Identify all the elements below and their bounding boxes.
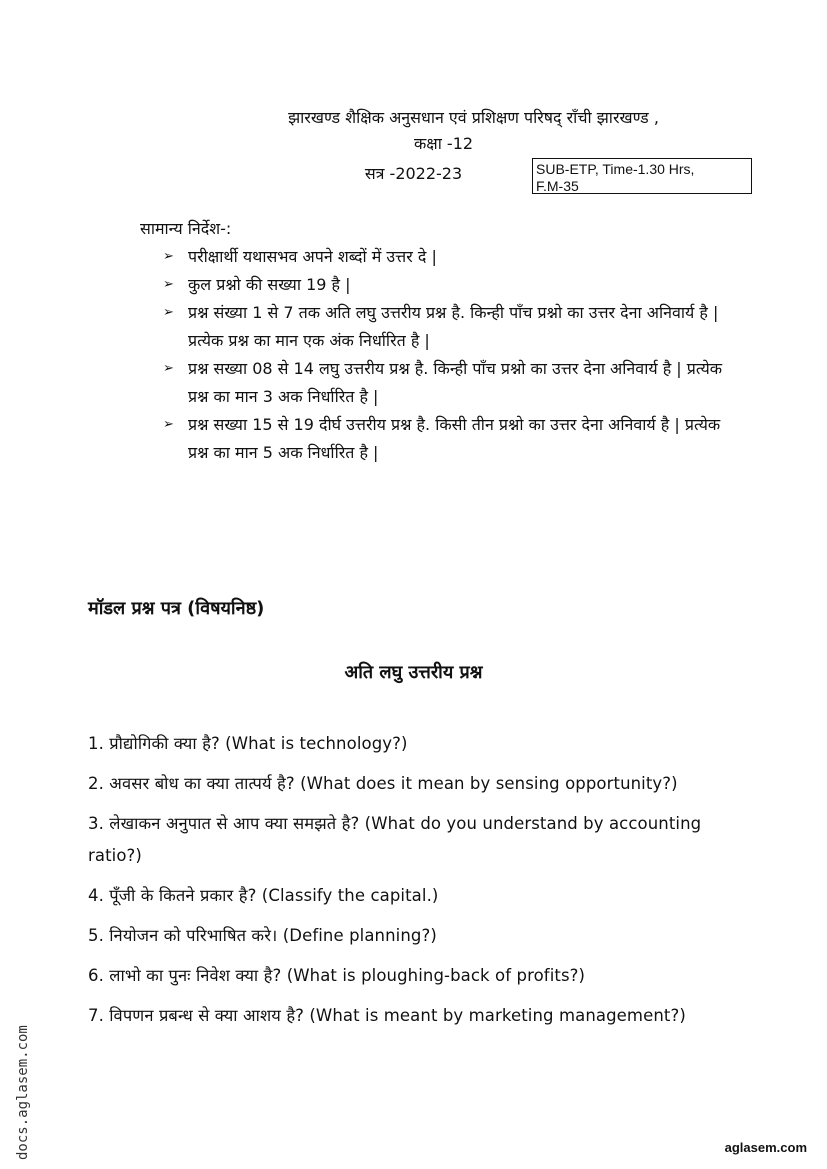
instructions-title: सामान्य निर्देश-: — [140, 219, 232, 238]
organization-title: झारखण्ड शैक्षिक अनुसधान एवं प्रशिक्षण परिषद् राँची झारखण्ड , — [288, 108, 659, 127]
question-item: 3. लेखाकन अनुपात से आप क्या समझते है? (What do you understand by accounting ratio?) — [88, 814, 702, 865]
question-item: 7. विपणन प्रबन्ध से क्या आशय है? (What is meant by marketing management?) — [88, 1006, 686, 1025]
instruction-item — [163, 411, 733, 467]
brand-footer: aglasem.com — [724, 1140, 807, 1155]
question-item: 1. प्रौद्योगिकी क्या है? (What is technology?) — [88, 734, 408, 753]
question-item: 4. पूँजी के कितने प्रकार है? (Classify the capital.) — [88, 886, 439, 905]
instruction-item — [163, 299, 733, 355]
instruction-item — [163, 243, 733, 271]
instructions-list — [163, 243, 733, 467]
subject-info-box — [532, 158, 752, 194]
subject-time-line: SUB-ETP, Time-1.30 Hrs, — [536, 161, 695, 177]
arrow-bullet-icon: ➢ — [163, 305, 174, 320]
full-marks-line: F.M-35 — [536, 178, 579, 194]
arrow-bullet-icon: ➢ — [163, 277, 174, 292]
arrow-bullet-icon: ➢ — [163, 361, 174, 376]
instruction-text: कुल प्रश्नो की सख्या 19 है | — [188, 275, 351, 294]
instruction-item — [163, 355, 733, 411]
instruction-text: प्रश्न संख्या 1 से 7 तक अति लघु उत्तरीय प्रश्न है. किन्ही पाँच प्रश्नो का उत्तर देना अनिवार्य है | प्रत्येक प्रश्न का मान एक अंक निर्धारित है | — [188, 303, 719, 350]
instruction-text: प्रश्न सख्या 08 से 14 लघु उत्तरीय प्रश्न है. किन्ही पाँच प्रश्नो का उत्तर देना अनिवार्य है | प्रत्येक प्रश्न का मान 3 अक निर्धारित है | — [188, 359, 723, 406]
arrow-bullet-icon: ➢ — [163, 417, 174, 432]
session-label: सत्र -2022-23 — [364, 164, 463, 183]
question-item: 6. लाभो का पुनः निवेश क्या है? (What is ploughing-back of profits?) — [88, 966, 586, 985]
question-item: 2. अवसर बोध का क्या तात्पर्य है? (What does it mean by sensing opportunity?) — [88, 774, 678, 793]
class-label: कक्षा -12 — [413, 134, 474, 153]
question-item: 5. नियोजन को परिभाषित करे। (Define planning?) — [88, 926, 437, 945]
instruction-text: परीक्षार्थी यथासभव अपने शब्दों में उत्तर दे | — [188, 247, 437, 266]
watermark-text: docs.aglasem.com — [15, 1025, 31, 1160]
model-paper-title: मॉडल प्रश्न पत्र (विषयनिष्ठ) — [88, 598, 265, 619]
questions-list — [88, 728, 738, 1040]
arrow-bullet-icon: ➢ — [163, 249, 174, 264]
instruction-text: प्रश्न सख्या 15 से 19 दीर्घ उत्तरीय प्रश्न है. किसी तीन प्रश्नो का उत्तर देना अनिवार्य है | प्रत्येक प्रश्न का मान 5 अक निर्धारित है | — [188, 415, 721, 462]
section-title: अति लघु उत्तरीय प्रश्न — [344, 662, 483, 683]
instruction-item — [163, 271, 733, 299]
